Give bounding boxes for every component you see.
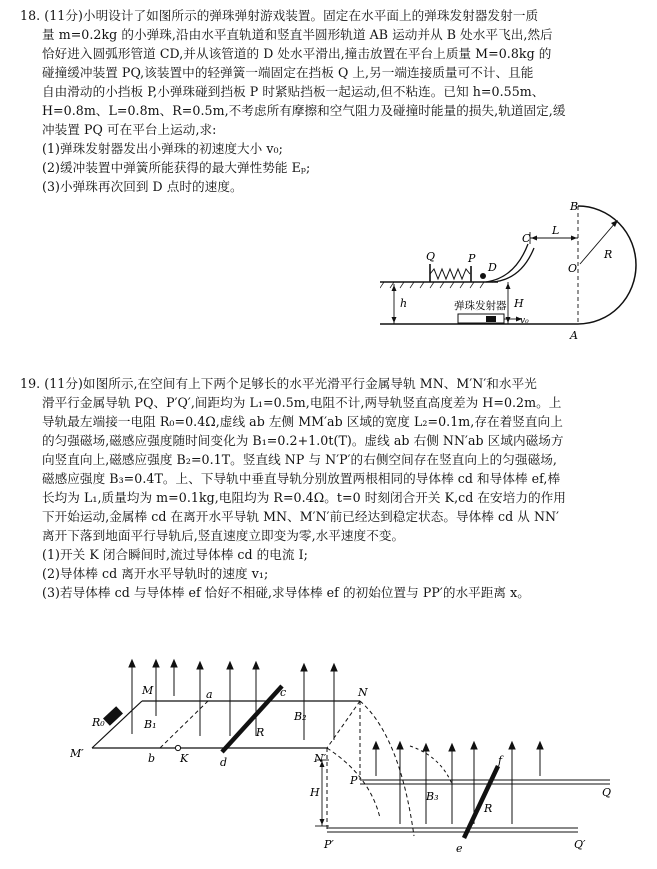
p18-line: 碰撞缓冲装置 PQ,该装置中的轻弹簧一端固定在挡板 Q 上,另一端连接质量可不计、且能 bbox=[42, 65, 534, 80]
label-Q: Q bbox=[602, 786, 612, 799]
p18-question: (1)弹珠发射器发出小弹珠的初速度大小 v₀; bbox=[42, 141, 283, 156]
label-f: f bbox=[498, 754, 503, 767]
label-A: A bbox=[570, 329, 578, 342]
label-K: K bbox=[180, 752, 189, 765]
label-e: e bbox=[456, 842, 463, 855]
p19-line: 向竖直向上,磁感应强度 B₂=0.1T。竖直线 NP 与 N′P′的右侧空间存在竖直向上的匀强磁场, bbox=[42, 452, 557, 467]
label-Q-prime: Q′ bbox=[574, 838, 586, 851]
p19-line: 磁感应强度 B₃=0.4T。上、下导轨中垂直导轨分别放置两根相同的导体棒 cd 和导体棒 ef,棒 bbox=[42, 471, 561, 486]
label-O: O bbox=[568, 262, 578, 275]
label-M-prime: M′ bbox=[70, 747, 84, 760]
label-h: h bbox=[400, 297, 408, 310]
p18-line: H=0.8m、L=0.8m、R=0.5m,不考虑所有摩擦和空气阻力及碰撞时能量的损失,轨道固定,缓 bbox=[42, 103, 566, 118]
label-B2: B₂ bbox=[294, 710, 307, 723]
p19-line: 导轨最左端接一电阻 R₀=0.4Ω,虚线 ab 左侧 MM′ab 区域的宽度 L₂=0.1m,存在着竖直向上 bbox=[42, 414, 563, 429]
label-b: b bbox=[148, 752, 156, 765]
p18-line: 自由滑动的小挡板 P,小弹珠碰到挡板 P 时紧贴挡板一起运动,但不粘连。已知 h=0.55m、 bbox=[42, 84, 545, 99]
label-B3: B₃ bbox=[426, 790, 439, 803]
p18-line: 冲装置 PQ 可在平台上运动,求: bbox=[42, 122, 217, 137]
label-P: P bbox=[468, 252, 476, 265]
label-R0: R₀ bbox=[92, 716, 105, 729]
label-B: B bbox=[570, 200, 579, 213]
p18-line: 18. (11分)小明设计了如图所示的弹珠弹射游戏装置。固定在水平面上的弹珠发射器发射一质 bbox=[20, 8, 539, 23]
launcher-label: 弹珠发射器 bbox=[454, 300, 507, 312]
label-Q: Q bbox=[426, 250, 436, 263]
problem-18 bbox=[20, 6, 644, 196]
label-D: D bbox=[488, 261, 497, 274]
label-c: c bbox=[280, 686, 287, 699]
label-M: M bbox=[142, 684, 154, 697]
p19-question: (1)开关 K 闭合瞬间时,流过导体棒 cd 的电流 I; bbox=[42, 547, 308, 562]
p19-line: 滑平行金属导轨 PQ、P′Q′,间距均为 L₁=0.5m,电阻不计,两导轨竖直高度差为 H=0.2m。上 bbox=[42, 395, 562, 410]
p19-figure bbox=[70, 656, 645, 864]
p19-question: (2)导体棒 cd 离开水平导轨时的速度 v₁; bbox=[42, 566, 269, 581]
label-P: P bbox=[350, 774, 358, 787]
p19-line: 离开下落到地面平行导轨后,竖直速度立即变为零,水平速度不变。 bbox=[42, 528, 405, 543]
label-R: R bbox=[604, 248, 613, 261]
p19-line: 长均为 L₁,质量均为 m=0.1kg,电阻均为 R=0.4Ω。t=0 时刻闭合开关 K,cd 在安培力的作用 bbox=[42, 490, 566, 505]
label-N-prime: N′ bbox=[314, 752, 327, 765]
label-C: C bbox=[522, 232, 531, 245]
problem-19 bbox=[20, 374, 644, 602]
label-R-cd: R bbox=[256, 726, 265, 739]
label-L: L bbox=[552, 224, 560, 237]
p19-line: 的匀强磁场,磁感应强度随时间变化为 B₁=0.2+1.0t(T)。虚线 ab 右侧 NN′ab 区域内磁场方 bbox=[42, 433, 564, 448]
p18-line: 恰好进入圆弧形管道 CD,并从该管道的 D 处水平滑出,撞击放置在平台上质量 M=0.8kg 的 bbox=[42, 46, 552, 61]
label-d: d bbox=[220, 756, 228, 769]
label-H: H bbox=[310, 786, 320, 799]
p18-question: (2)缓冲装置中弹簧所能获得的最大弹性势能 Eₚ; bbox=[42, 160, 311, 175]
label-R-ef: R bbox=[484, 802, 493, 815]
p18-question: (3)小弹珠再次回到 D 点时的速度。 bbox=[42, 179, 243, 194]
p18-figure bbox=[380, 196, 650, 346]
p18-line: 量 m=0.2kg 的小弹珠,沿由水平直轨道和竖直半圆形轨道 AB 运动并从 B 处水平飞出,然后 bbox=[42, 27, 553, 42]
label-a: a bbox=[206, 688, 213, 701]
label-B1: B₁ bbox=[144, 718, 157, 731]
p19-line: 下开始运动,金属棒 cd 在离开水平导轨 MN、M′N′前已经达到稳定状态。导体棒 cd 从 NN′ bbox=[42, 509, 560, 524]
label-P-prime: P′ bbox=[324, 838, 334, 851]
label-N: N bbox=[358, 686, 368, 699]
label-v0: v₀ bbox=[520, 316, 529, 326]
p19-question: (3)若导体棒 cd 与导体棒 ef 恰好不相碰,求导体棒 ef 的初始位置与 PP′的水平距离 x。 bbox=[42, 585, 530, 600]
p19-line: 19. (11分)如图所示,在空间有上下两个足够长的水平光滑平行金属导轨 MN、M′N′和水平光 bbox=[20, 376, 537, 391]
label-H: H bbox=[514, 297, 524, 310]
